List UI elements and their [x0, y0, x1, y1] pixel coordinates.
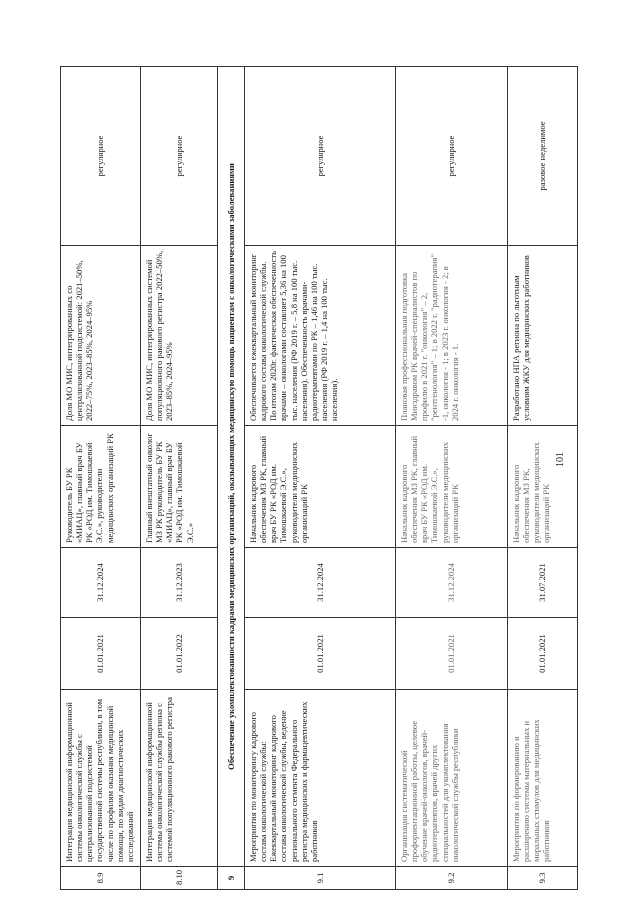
- expected-result: Доля МО МИС, интегрированных со централизованной подсистемой: 2021–50%, 2022–75%, 2023–85%, 2024–95%: [61, 246, 141, 426]
- periodicity: регулярное: [396, 67, 508, 246]
- section-number: 9: [218, 867, 245, 890]
- end-date: 31.12.2024: [61, 548, 141, 618]
- table-row: [508, 67, 578, 890]
- expected-result: Плановая профессиональная подготовка Минздравом РК врачей-специалистов по профилю в 2021 г. "онкология" – 2, "рентгенология" – 1; в 2022 г. "радиотерапия" -1, онкология - 1; в 2023 г. онкология - 2; в 2024 г. онкология - 1.: [396, 246, 508, 426]
- responsible: Начальник кадрового обеспечения МЗ РК, главный врач БУ РК «РОД им. Тимошкаевой Э.С.», руководители медицинских организаций РК: [396, 426, 508, 548]
- expected-result: Доля МО МИС, интегрированных системой популяционного ракового регистра 2022–50%, 2023–85%, 2024–95%: [141, 246, 218, 426]
- section-title: Обеспечение укомплектованности кадрами медицинских организаций, оказывающих медицинскую помощь пациентам с онкологическими заболеваниями: [218, 67, 245, 867]
- measures-table: [60, 66, 578, 890]
- table-row: [61, 67, 141, 890]
- row-number: 9.3: [508, 867, 578, 890]
- responsible: Главный внештатный онколог МЗ РК руководитель БУ РК «МИАЦ», главный врач БУ РК «РОД им. Тимошкаевой Э.С.»: [141, 426, 218, 548]
- start-date: 01.01.2022: [141, 618, 218, 690]
- expected-result: Обеспечивается ежеквартальный мониторинг кадрового состава онкологической службы. По итогам 2020г. фактическая обеспеченность врачами – онкологами составляет 5,36 на 100 тыс. населения (РФ 2019 г. – 5,8 на 100 тыс. населения). Обеспеченность врачами-радиотерапевтами по РК – 1,46 на 100 тыс. населения (РФ 2019 г. – 1,4 на 100 тыс. населения).: [245, 246, 396, 426]
- end-date: 31.12.2024: [396, 548, 508, 618]
- periodicity: регулярное: [61, 67, 141, 246]
- end-date: 31.07.2021: [508, 548, 578, 618]
- row-number: 8.9: [61, 867, 141, 890]
- start-date: 01.01.2021: [396, 618, 508, 690]
- table-row: [396, 67, 508, 890]
- start-date: 01.01.2021: [508, 618, 578, 690]
- page-number: 101: [555, 452, 566, 467]
- row-number: 9.2: [396, 867, 508, 890]
- measure-title: Мероприятия по мониторингу кадрового состава онкологической службы: Ежеквартальный мониторинг кадрового состава онкологической службы, ведение регионального сегмента Федерального регистра медицинских и фармацевтических работников: [245, 690, 396, 867]
- start-date: 01.01.2021: [245, 618, 396, 690]
- measure-title: Интеграция медицинской информационной системы онкологической службы с централизованной подсистемой государственной системы республики, в том числе по профилям оказания медицинской помощи, по видам диагностических исследований: [61, 690, 141, 867]
- periodicity: регулярное: [245, 67, 396, 246]
- start-date: 01.01.2021: [61, 618, 141, 690]
- table-row: [141, 67, 218, 890]
- responsible: Руководитель БУ РК «МИАЦ», главный врач БУ РК «РОД им. Тимошкаевой Э.С.», руководители медицинских организаций РК: [61, 426, 141, 548]
- expected-result: Разработано НПА региона по льготным условиям ЖКУ для медицинских работников: [508, 246, 578, 426]
- measure-title: Организация систематической профориентационной работы, целевое обучение врачей-онкологов, врачей-радиотерапевтов, врачей других специальностей для укомплектования онкологической службы республики: [396, 690, 508, 867]
- end-date: 31.12.2023: [141, 548, 218, 618]
- measure-title: Интеграция медицинской информационной системы онкологической службы региона с системой популяционного ракового регистра: [141, 690, 218, 867]
- periodicity: разовое неделимое: [508, 67, 578, 246]
- section-row: [218, 67, 245, 890]
- row-number: 9.1: [245, 867, 396, 890]
- responsible: Начальник кадрового обеспечения МЗ РК, руководители медицинских организаций РК: [508, 426, 578, 548]
- periodicity: регулярное: [141, 67, 218, 246]
- responsible: Начальник кадрового обеспечения МЗ РК, главный врач БУ РК «РОД им. Тимошкаевой Э.С.», руководители медицинских организаций РК: [245, 426, 396, 548]
- row-number: 8.10: [141, 867, 218, 890]
- end-date: 31.12.2024: [245, 548, 396, 618]
- table-row: [245, 67, 396, 890]
- measure-title: Мероприятия по формированию и расширению системы материальных и моральных стимулов для медицинских работников: [508, 690, 578, 867]
